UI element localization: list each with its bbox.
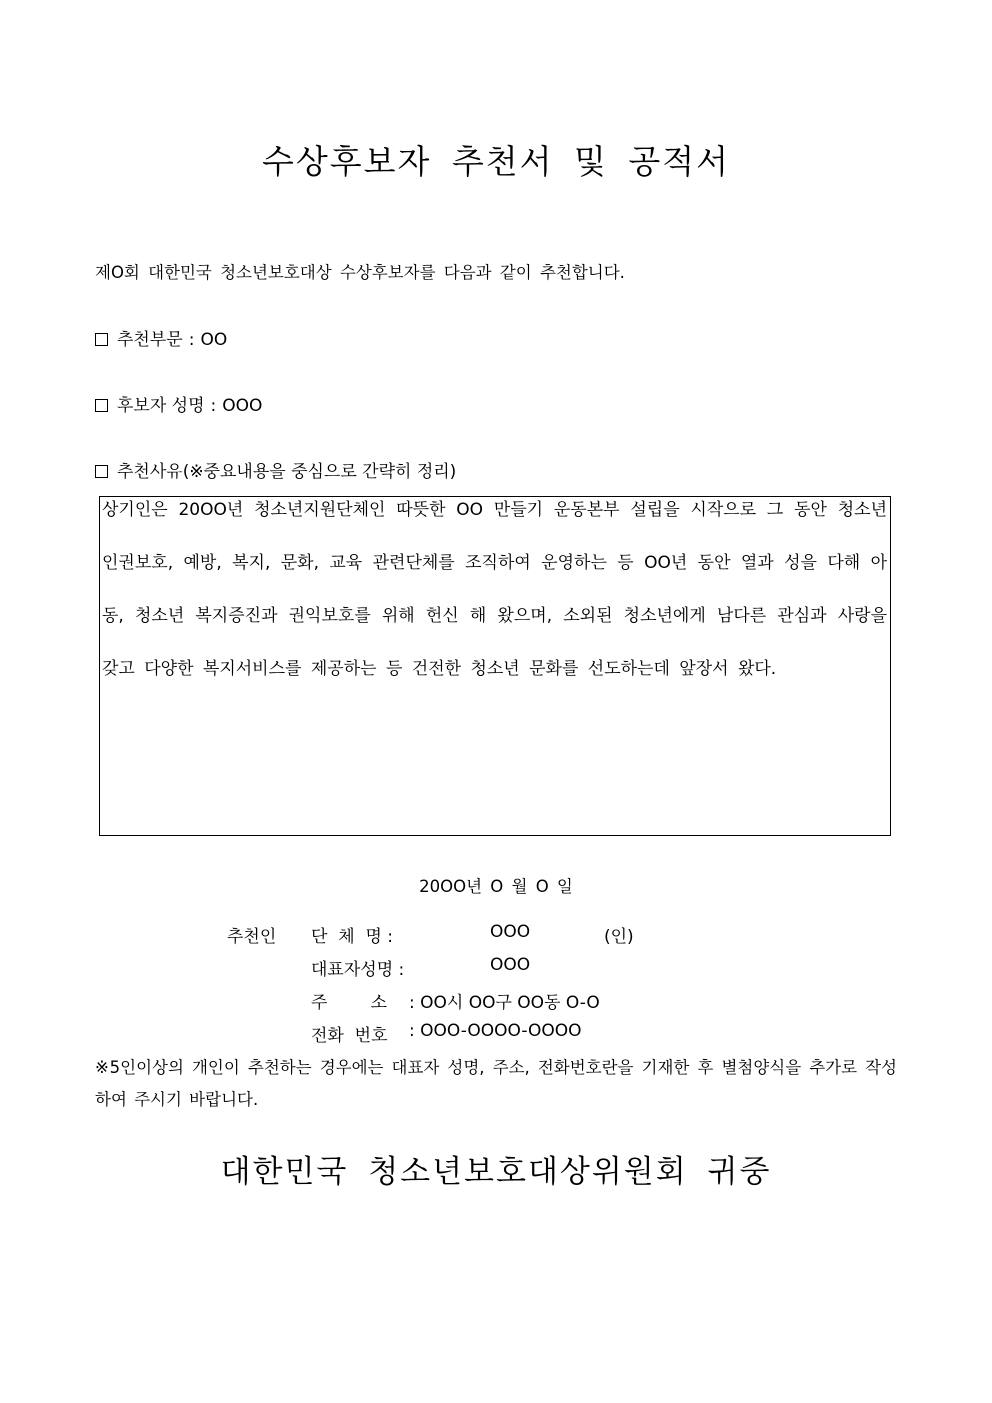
- address-value: : OO시 OO구 OO동 O-O: [409, 993, 600, 1013]
- document-title: 수상후보자 추천서 및 공적서: [261, 142, 730, 181]
- category-label: 추천부문: [117, 330, 183, 350]
- phone-value: : OOO-OOOO-OOOO: [409, 1021, 582, 1041]
- date-text: 20OO년 O 월 O 일: [419, 877, 573, 896]
- reason-label: 추천사유(※중요내용을 중심으로 간략히 정리): [117, 462, 457, 482]
- rep-label: 대표자성명 :: [311, 960, 405, 980]
- checkbox-icon: [95, 465, 108, 478]
- reason-text: 상기인은 20OO년 청소년지원단체인 따뜻한 OO 만들기 운동본부 설립을 시작으로 그 동안 청소년 인권보호, 예방, 복지, 문화, 교육 관련단체를 조직하여 운영하는 등 OO년 동안 열과 성을 다해 아동, 청소년 복지증진과 권익보호를 위해 헌신 해 왔으며, 소외된 청소년에게 남다른 관심과 사랑을 갖고 다양한 복지서비스를 제공하는 등 건전한 청소년 문화를 선도하는데 앞장서 왔다.: [102, 500, 887, 679]
- intro-text: 제O회 대한민국 청소년보호대상 수상후보자를 다음과 같이 추천합니다.: [95, 263, 625, 282]
- checkbox-icon: [95, 333, 108, 346]
- category-value: OO: [200, 330, 228, 350]
- category-field: [95, 325, 227, 350]
- seal-mark: (인): [604, 927, 634, 947]
- checkbox-icon: [95, 399, 108, 412]
- reason-field: [95, 457, 456, 482]
- org-value: OOO: [490, 922, 531, 942]
- recommender-heading: 추천인: [227, 927, 277, 947]
- phone-label: 전화 번호: [311, 1026, 388, 1046]
- candidate-colon: :: [210, 396, 217, 416]
- note-text: ※5인이상의 개인이 추천하는 경우에는 대표자 성명, 주소, 전화번호란을 기재한 후 별첨양식을 추가로 작성하여 주시기 바랍니다.: [95, 1058, 897, 1109]
- rep-value: OOO: [490, 955, 531, 975]
- candidate-label: 후보자 성명: [117, 396, 205, 416]
- candidate-value: OOO: [222, 396, 263, 416]
- category-colon: :: [188, 330, 195, 350]
- reason-box: [99, 496, 891, 836]
- address-label: 주 소: [311, 993, 388, 1013]
- footer-addressee: 대한민국 청소년보호대상위원회 귀중: [220, 1154, 772, 1190]
- org-label: 단 체 명 :: [311, 927, 394, 947]
- candidate-field: [95, 391, 262, 416]
